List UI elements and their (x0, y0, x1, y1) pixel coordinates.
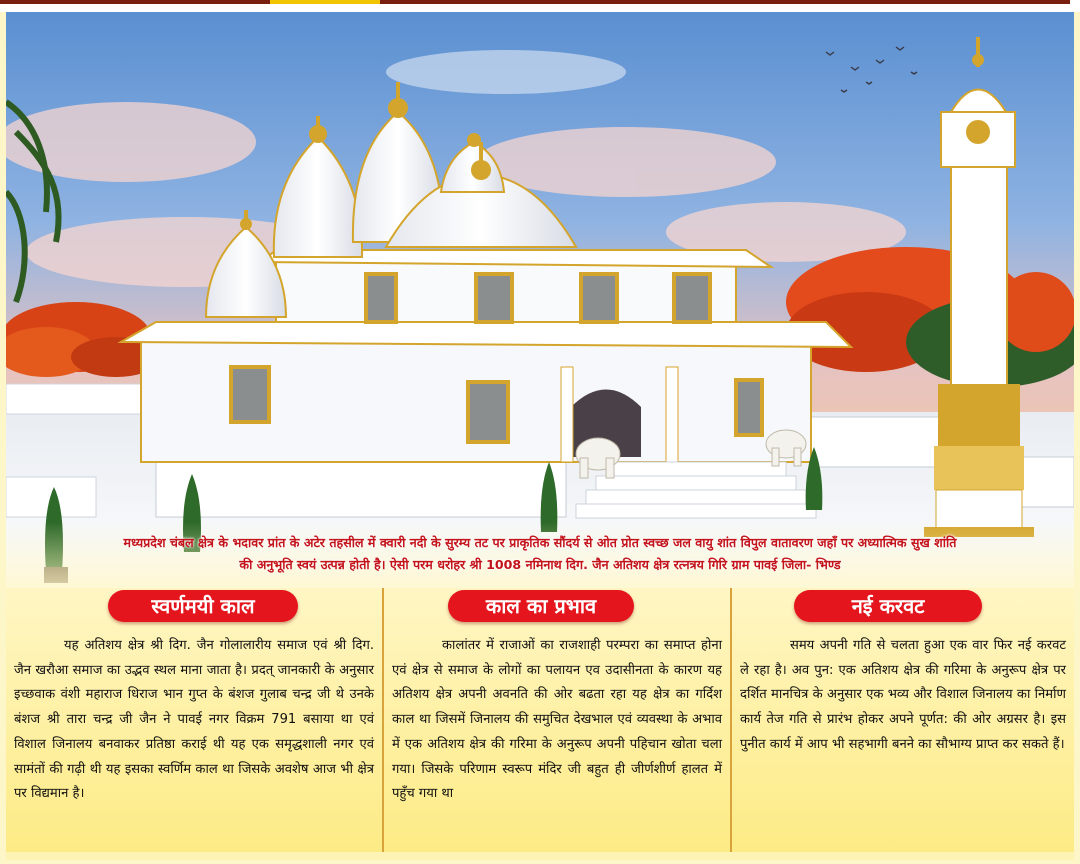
caption-line-2: की अनुभूति स्वयं उत्पन्न होती है। ऐसी परम धरोहर श्री 1008 नमिनाथ दिग. जैन अतिशय क्षेत्र रत्नत्रय गिरि ग्राम पावई जिला- भिण्ड (239, 557, 841, 572)
poster (6, 12, 1074, 860)
info-columns (6, 588, 1074, 852)
section-effect-of-time (384, 588, 732, 852)
section-heading: नई करवट (794, 590, 982, 622)
intro-caption (6, 532, 1074, 588)
section-body: कालांतर में राजाओं का राजशाही परम्परा का समाप्त होना एवं क्षेत्र से समाज के लोगों का पलायन एव उदासीनता के कारण यह अतिशय क्षेत्र अपनी अवनति की ओर बढता रहा यह क्षेत्र का गर्दिश काल था जिसमें जिनालय की समुचित देखभाल एवं व्यवस्था के अभाव में एक अतिशय क्षेत्र की गरिमा के अनुरूप अपनी पहिचान खोता चला गया। जिसके परिणाम स्वरूप मंदिर जी बहुत ही जीर्णशीर्ण हालत में पहुँच गया था (392, 638, 722, 802)
top-strip-left (0, 0, 270, 4)
top-strip-gold (270, 0, 380, 4)
caption-line-1: मध्यप्रदेश चंबल क्षेत्र के भदावर प्रांत के अटेर तहसील में क्वारी नदी के सुरम्य तट पर प्राकृतिक सौंदर्य से ओत प्रोत स्वच्छ जल वायु शांत विपुल वातावरण जहाँ पर अध्यात्मिक सुख शांति (123, 535, 957, 550)
top-strip-right (380, 0, 1070, 4)
section-body: यह अतिशय क्षेत्र श्री दिग. जैन गोलालारीय समाज एवं श्री दिग. जैन खरौआ समाज का उद्भव स्थल माना जाता है। प्रदत् जानकारी के अनुसार इच्छवाक वंशी महाराज धिराज भान गुप्त के बंशज गुलाब चन्द्र जी थे उनके बंशज श्री तारा चन्द्र जी जैन ने पावई नगर विक्रम 791 बसाया था एवं विशाल जिनालय बनवाकर प्रतिष्ठा कराई थी यह एक समृद्धशाली नगर एवं सामंतों की गढ़ी थी यह इसका स्वर्णिम काल था जिसके अवशेष आज भी क्षेत्र पर विद्यमान है। (14, 638, 374, 802)
section-golden-era (6, 588, 384, 852)
section-body: समय अपनी गति से चलता हुआ एक वार फिर नई करवट ले रहा है। अव पुन: एक अतिशय क्षेत्र की गरिमा के अनुरूप क्षेत्र पर दर्शित मानचित्र के अनुसार एक भव्य और विशाल जिनालय का निर्माण कार्य तेज गति से प्रारंभ होकर अपने पूर्णत: की ओर अग्रसर है। इस पुनीत कार्य में आप भी सहभागी बनने का सौभाग्य प्राप्त कर सकते हैं। (740, 638, 1066, 752)
temple-illustration (6, 12, 1074, 612)
section-heading: काल का प्रभाव (448, 590, 634, 622)
top-strip (0, 0, 1080, 12)
section-new-turn (732, 588, 1074, 852)
section-heading: स्वर्णमयी काल (108, 590, 298, 622)
